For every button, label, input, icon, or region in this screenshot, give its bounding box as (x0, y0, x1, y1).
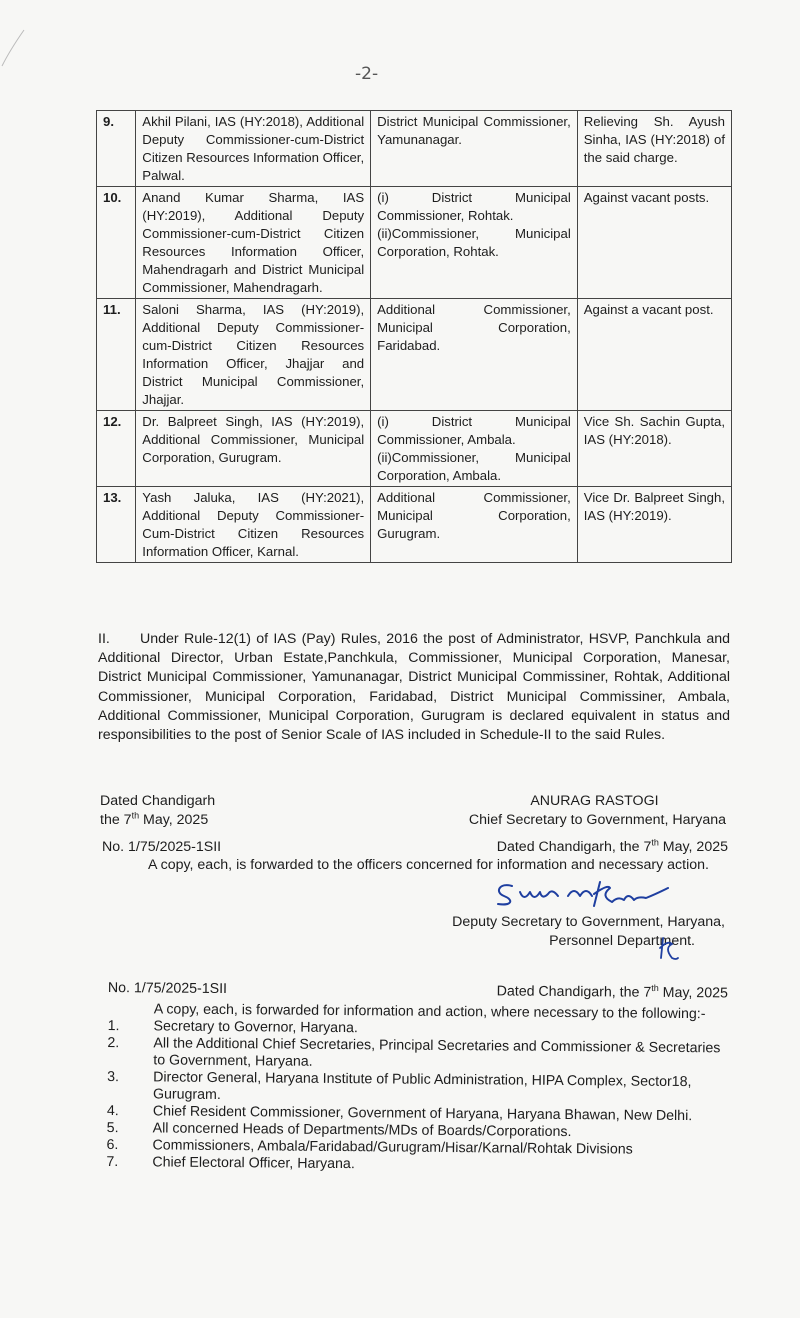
table-row (97, 111, 732, 187)
endorsement-number: No. 1/75/2025-1SII (102, 839, 222, 855)
post-line: (i) District Municipal Commissioner, Ambala. (377, 414, 571, 447)
officer-cell: Saloni Sharma, IAS (HY:2019), Additional Deputy Commissioner-cum-District Citizen Resources Information Officer, Jhajjar and District Municipal Commissioner, Jhajjar. (136, 299, 371, 411)
remarks-cell: Against vacant posts. (577, 187, 731, 299)
list-item: 7. Chief Electoral Officer, Haryana. (106, 1153, 355, 1173)
deputy-designation: Deputy Secretary to Government, Haryana, (452, 914, 725, 930)
post-line: (ii)Commissioner, Municipal Corporation, Ambala. (377, 450, 571, 483)
serial-number: 10. (97, 187, 136, 299)
list-item: 6. Commissioners, Ambala/Faridabad/Gurugram/Hisar/Karnal/Rohtak Divisions (106, 1136, 633, 1158)
post-cell (371, 411, 578, 487)
officer-cell: Dr. Balpreet Singh, IAS (HY:2019), Additional Commissioner, Municipal Corporation, Gurugram. (136, 411, 371, 487)
post-cell (371, 187, 578, 299)
endorsement-date: Dated Chandigarh, the 7th May, 2025 (496, 983, 728, 1002)
post-cell: District Municipal Commissioner, Yamunanagar. (371, 111, 578, 187)
post-line: (i) District Municipal Commissioner, Rohtak. (377, 190, 571, 223)
signatory-designation: Chief Secretary to Government, Haryana (468, 812, 726, 828)
post-cell: Additional Commissioner, Municipal Corporation, Faridabad. (371, 299, 578, 411)
serial-number: 13. (97, 487, 136, 563)
list-item: 1. Secretary to Governor, Haryana. (107, 1017, 358, 1037)
remarks-cell: Vice Dr. Balpreet Singh, IAS (HY:2019). (577, 487, 731, 563)
list-item: 3. Director General, Haryana Institute of Public Administration, HIPA Complex, Sector18, Gurugram. (107, 1068, 692, 1103)
endorsement-text: A copy, each, is forwarded for information and action, where necessary to the following:- (153, 1001, 706, 1023)
endorsement-number: No. 1/75/2025-1SII (107, 980, 228, 998)
list-item: 5. All concerned Heads of Departments/MDs of Boards/Corporations. (106, 1119, 572, 1141)
handwritten-initial (655, 934, 679, 964)
dated-place: Dated Chandigarh (100, 793, 216, 809)
endorsement-distribution (106, 980, 728, 1176)
serial-number: 11. (97, 299, 136, 411)
paragraph-text: Under Rule-12(1) of IAS (Pay) Rules, 2016 the post of Administrator, HSVP, Panchkula and Additional Director, Urban Estate,Panchkula, Commissioner, Municipal Corporation, Manesar, District Municipal Commissioner, Yamunanagar, District Municipal Commissiner, Rohtak, Additional Commissioner, Municipal Corporation, Faridabad, District Municipal Commissiner, Ambala, Additional Commissioner, Municipal Corporation, Gurugram is declared equivalent in status and responsibilities to the post of Senior Scale of IAS included in Schedule-II to the said Rules. (98, 631, 730, 744)
table-row (97, 299, 732, 411)
recipient-list (106, 1018, 727, 1176)
dated-date: the 7th May, 2025 (100, 810, 209, 828)
paragraph-number: II. (98, 631, 110, 647)
page-number: -2- (355, 64, 379, 84)
handwritten-signature (490, 876, 690, 912)
endorsement-date: Dated Chandigarh, the 7th May, 2025 (496, 837, 728, 855)
signatory-block (469, 792, 726, 830)
endorsement-officers (102, 839, 728, 874)
remarks-cell: Vice Sh. Sachin Gupta, IAS (HY:2018). (577, 411, 731, 487)
deputy-secretary-block (452, 913, 725, 950)
signatory-name: ANURAG RASTOGI (530, 793, 659, 809)
officer-cell: Yash Jaluka, IAS (HY:2021), Additional Deputy Commissioner-Cum-District Citizen Resources Information Officer, Karnal. (136, 487, 371, 563)
table-row (97, 187, 732, 299)
rule-paragraph (98, 630, 730, 745)
margin-pen-mark (0, 20, 30, 70)
officer-cell: Akhil Pilani, IAS (HY:2018), Additional Deputy Commissioner-cum-District Citizen Resources Information Officer, Palwal. (136, 111, 371, 187)
table-row (97, 411, 732, 487)
serial-number: 9. (97, 111, 136, 187)
list-item: 4. Chief Resident Commissioner, Government of Haryana, Haryana Bhawan, New Delhi. (106, 1102, 693, 1125)
serial-number: 12. (97, 411, 136, 487)
department-name: Personnel Department. (549, 932, 695, 949)
remarks-cell: Relieving Sh. Ayush Sinha, IAS (HY:2018) of the said charge. (577, 111, 731, 187)
order-date-block (100, 792, 215, 830)
post-cell: Additional Commissioner, Municipal Corporation, Gurugram. (371, 487, 578, 563)
post-line: (ii)Commissioner, Municipal Corporation, Rohtak. (377, 226, 571, 259)
list-item: 2. All the Additional Chief Secretaries, Principal Secretaries and Commissioner & Secretaries to Government, Haryana. (107, 1034, 721, 1070)
officer-cell: Anand Kumar Sharma, IAS (HY:2019), Additional Deputy Commissioner-cum-District Citizen Resources Information Officer, Mahendragarh and District Municipal Commissioner, Mahendragarh. (136, 187, 371, 299)
table-row (97, 487, 732, 563)
remarks-cell: Against a vacant post. (577, 299, 731, 411)
posting-table (96, 110, 732, 563)
endorsement-text: A copy, each, is forwarded to the officers concerned for information and necessary action. (148, 856, 709, 873)
